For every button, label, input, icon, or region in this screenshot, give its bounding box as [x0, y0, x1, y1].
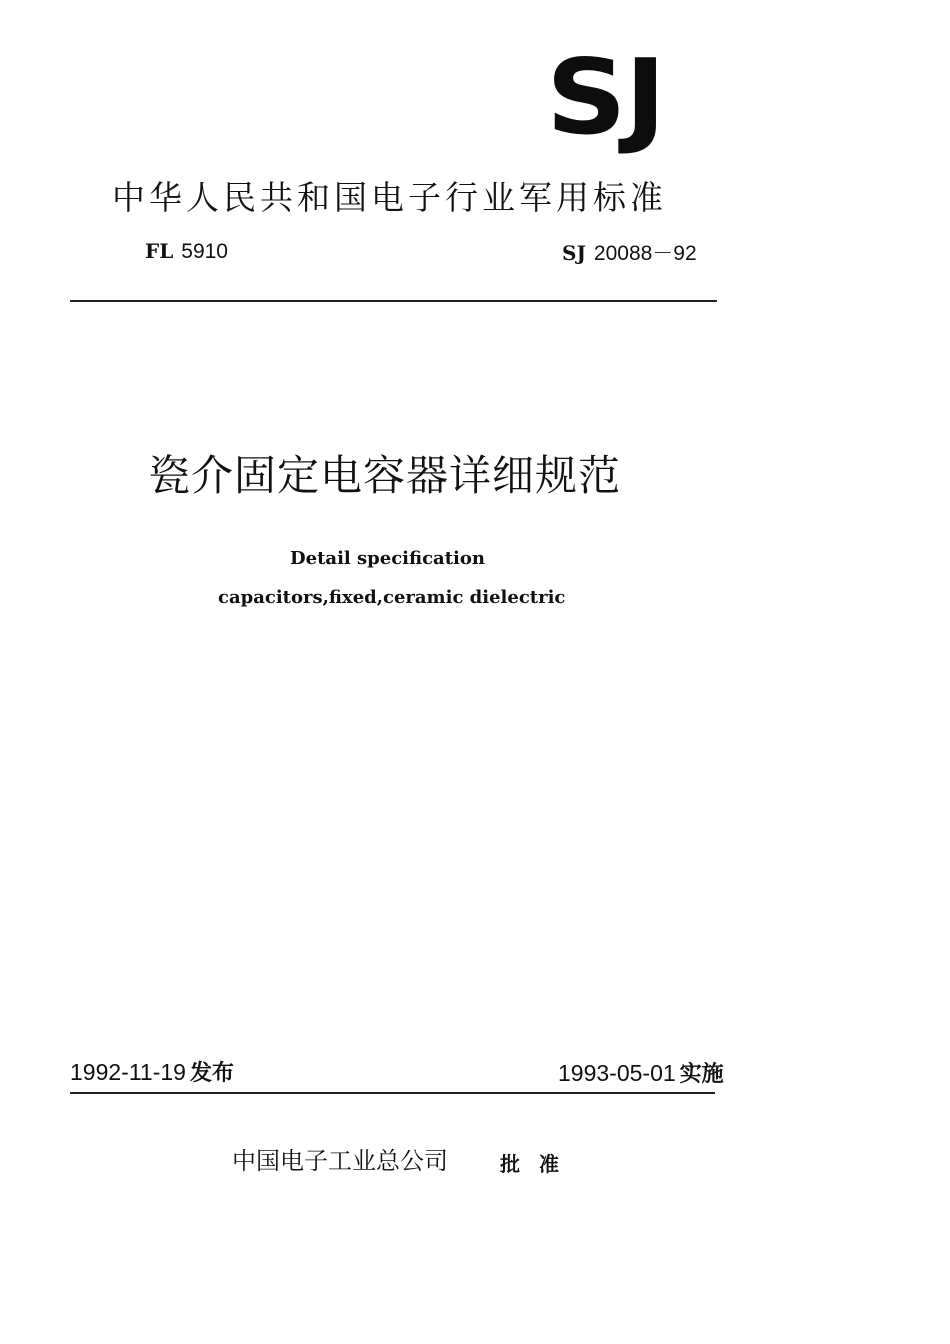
- fl-prefix: FL: [145, 239, 174, 263]
- footer-divider: [70, 1092, 715, 1094]
- sj-number: 20088－92: [593, 242, 697, 265]
- sj-prefix: SJ: [562, 241, 586, 265]
- document-title-chinese: 瓷介固定电容器详细规范: [148, 451, 622, 500]
- issue-date: [70, 1057, 234, 1089]
- standard-type-heading: 中华人民共和国电子行业军用标准: [112, 178, 667, 217]
- approval-label: 批 准: [500, 1152, 565, 1176]
- sj-logo: SJ: [546, 38, 665, 158]
- header-divider: [70, 300, 717, 302]
- approving-organization: 中国电子工业总公司: [232, 1147, 448, 1175]
- issue-date-label: 发布: [189, 1061, 234, 1086]
- document-title-english-line2: capacitors,fixed,ceramic dielectric: [218, 587, 566, 608]
- effective-date: [558, 1058, 724, 1090]
- effective-date-label: 实施: [679, 1062, 724, 1087]
- fl-classification-code: [145, 237, 228, 266]
- document-title-english-line1: Detail specification: [290, 548, 485, 569]
- issue-date-value: 1992-11-19: [70, 1059, 186, 1085]
- fl-number: 5910: [181, 240, 228, 263]
- sj-standard-number: [562, 239, 697, 268]
- effective-date-value: 1993-05-01: [558, 1060, 676, 1086]
